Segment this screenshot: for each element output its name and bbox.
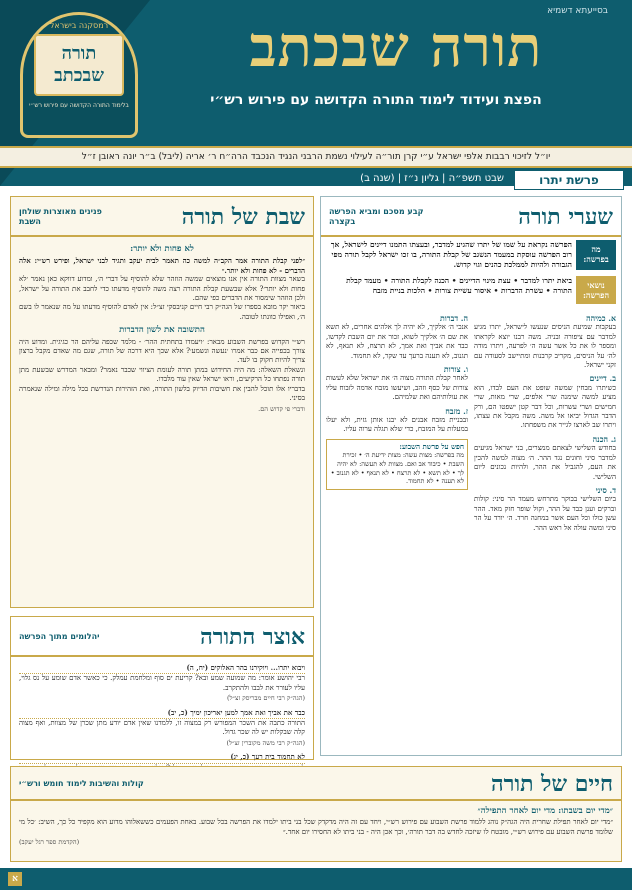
source-note: ודברי פי קדוש הם. [258, 404, 305, 413]
summary-title: ג. הכנה [592, 434, 616, 444]
intro-label: נושאי הפרשה: [576, 276, 616, 304]
section-header [11, 617, 313, 657]
summary-title: ז. מזבח [445, 406, 468, 416]
summary-text: אנכי ה׳ אלקיך, לא יהיה לך אלהים אחרים, לא תשא את שם ה׳ אלקיך לשוא, זכור את יום השבת לקדשו, כבד את אביך ואת אמך, לא תרצח, לא תנאף, לא תגנוב, לא תענה ברעך עד שקר, לא תחמוד. [326, 323, 468, 360]
summary-title: ה. דברות [439, 314, 468, 323]
source-note: (הגה״ק רבי חיים מבריסק זצ״ל) [226, 694, 305, 703]
source-note: (הגה״ק רבי משה מקוברין זצ״ל) [226, 738, 305, 747]
page-title: תורה שבכתב [249, 14, 543, 80]
section-tag: קבע מסכם ומביא הפרשה בקצרה [329, 206, 424, 226]
otzar-hatorah-section [10, 616, 314, 760]
sub-heading: לא פחות ולא יותר: [130, 244, 194, 254]
intro-text: ביאת יתרו למדבר • עצת מינוי הדיינים • הכנה לקבלת התורה • מעמד קבלת התורה • עשרת הדברות • איסור עשיית צורות • הלכות בניית מזבח [346, 276, 572, 295]
summary-text: כשיתרו מבחין שמשה שופט את העם לבדו, הוא מציע למשה שימנה שרי אלפים, שרי מאות, שרי חמישים ושרי עשרות, וכל דבר קטן ישפטו הם, ורק הדבר הגדול יביאו אל משה. משה מקבל את עצתו, ויתרו שב לארצו לגייר את משפחתו. [474, 383, 616, 430]
section-header [11, 197, 313, 237]
intro-row [321, 237, 621, 273]
paragraph: ״לפני קבלת התורה אמר הקב״ה למשה כה תאמר לבית יעקב ותגיד לבני ישראל, ופירש רש״י: אלה הדברים - לא פחות ולא יותר.״ [19, 256, 305, 275]
section-title: חיים של תורה [491, 770, 613, 797]
parsha-name: פרשת יתרו [514, 170, 624, 190]
intro-row [321, 273, 621, 307]
logo-line-1: תורה [61, 43, 97, 64]
logo-line-2: שבכתב [54, 65, 104, 86]
footer-bar [0, 868, 632, 890]
pretitle: בסייעתא דשמיא [547, 6, 608, 16]
paragraph: בדבריו אלו תוכל להבין את חשיבות הדיוק בלשון התורה, ואת הזהירות הנדרשת בכל מילה ומילה שנאמרה בסיני. [19, 384, 305, 403]
section-tag: פנינים מאוצרות שולחן השבת [19, 206, 102, 226]
logo-tagline: בלימוד התורה הקדושה עם פירוש רש״י [29, 102, 129, 109]
logo [20, 12, 138, 138]
intro-text: הפרשה נקראת על שמו של יתרו שהגיע למדבר, ובעצתו התמנו דיינים לישראל, אך רוב הפרשה עוסקת במעמד הנשגב של קבלת התורה, בו זכו ישראל לקבל תורה מפי הגבורה ולהיות לממלכת כהנים וגוי קדוש. [330, 240, 572, 269]
page-number: א [8, 872, 22, 886]
quote-heading: ״מדי יום בשבתו: מדי יום לאחר התפילה״ [477, 806, 613, 816]
intro-label: מה בפרשה: [576, 240, 616, 270]
dedication-bar: יו״ל לזיכוי רבבות אלפי ישראל ע״י קרן תור״ה לעילוי נשמת הרבני הנגיד הנכבד הרה״ח ר׳ אריה (ליבל) ב״ר יונה ראובן ז״ל [0, 146, 632, 168]
logo-arch-text: רמסקנה בישראל [49, 21, 109, 30]
paragraph: ״מדי יום לאחר תפילת שחרית היה הגה״ק נוהג ללמוד פרשת השבוע עם פירוש רש״י, ויחד עם זה היה מדקדק שכל בני ביתו ילמדו את הפרשה בכל שבוע. באחת הפעמים כששאלוהו מדוע הוא מקפיד כל כך, השיב: ׳כל מי שלומד פרשת השבוע עם פירוש רש״י, מובטח לו שיזכה לחדש בה דבר תורה׳, וכך אכן היה - בני ביתו לא החסירו יום אחד.״ [19, 818, 613, 836]
summary-title: ד. סיני [595, 485, 616, 495]
section-title: שערי תורה [518, 203, 613, 230]
summary-title: א. כמיהה [586, 314, 616, 323]
shaarei-torah-section [320, 196, 622, 756]
weekly-box-text: מה בפרשה: מצות עשה: מצות ידיעת ה׳ • זכירת השבת • כיבוד אב ואם. מצוות לא תעשה: לא יהיה לך • לא תשא • לא תרצח • לא תנאף • לא תגנוב • לא תענה • לא תחמוד. [330, 451, 464, 486]
weekly-box [326, 439, 468, 490]
paragraph: ונשאלת השאלה: מה היה החידוש במתן תורה לעומת הציווי שכבר נאמר? ומבאר המדרש שבשעת מתן תורה נפתחו כל הרקיעים, וראו ישראל שאין עוד מלבדו. [19, 365, 305, 384]
section-tag: קולות והשיבות לימוד חומש ורש״י [19, 778, 144, 788]
paragraph: ביאור יקר מובא בספרו של הגה״ק רבי חיים קניבסקי זצ״ל: אין לאדם להוסיף מדעתו על מה שנאמר לו בשם ה׳, ואפילו כוונתו לטובה. [19, 303, 305, 321]
section-header [11, 767, 621, 801]
summary-text: בעקבות שמיעת הניסים שנעשו לישראל, יתרו מגיע למדבר עם ציפורה ובניה. משה רבנו יוצא לקראתו ומספר לו את כל אשר עשה ה׳ לפרעה, ויתרו מודה לה׳ על הניסים, מקריב קרבנות ומתיישב לסעודה עם זקני ישראל. [474, 323, 616, 370]
section-body [11, 801, 621, 852]
summary-columns [321, 307, 621, 536]
summary-text: בחודש השלישי לצאתם ממצרים, בני ישראל מגיעים למדבר סיני וחונים נגד ההר. ה׳ מצוה למשה להכין את העם, להגביל את ההר, ולהיות נכונים ליום השלישי. [474, 444, 616, 481]
summary-title: ו. צורות [443, 365, 468, 375]
summary-column-left [326, 310, 468, 533]
commentary-text: רבי יהושע אומר: מה שמועה שמע ובא? קריעת ים סוף ומלחמת עמלק. כי כאשר אדם שומע על נס גלוי, עליו לעורר את לבבו ולהתקרב. [19, 674, 305, 692]
section-title: שבת של תורה [181, 203, 305, 230]
shabbat-shel-torah-section [10, 196, 314, 608]
chaim-shel-torah-section [10, 766, 622, 862]
section-tag: יהלומים מתוך הפרשה [19, 631, 100, 641]
summary-title: ב. דיינים [589, 374, 616, 384]
verse-quote: כבד את אביך ואת אמך למען יאריכון ימיך (כ, יב) [19, 708, 305, 719]
summary-text: ובבניית מזבח אבנים לא יבנו אותן גזית, ולא יעלו במעלות על המזבח, כדי שלא תגלה ערוה עליו. [326, 416, 468, 434]
subtitle: הפצת ועידוד לימוד התורה הקדושה עם פירוש רש״י [210, 92, 542, 108]
verse-quote: לא תחמוד בית רעך (כ, יג) [19, 752, 305, 763]
paragraph: בשאר מצוות התורה אין אנו מוצאים שמשה הוזהר שלא להוסיף על דברי ה׳, ומדוע דווקא כאן נאמר ׳לא פחות ולא יותר׳? אלא שבשעת קבלת התורה רצה משה להוסיף מדעתו כדי לחבב את התורה על ישראל, ולכן הוזהר שימסור את הדברים כפי שהם. [19, 275, 305, 303]
summary-column-right [474, 310, 616, 533]
verse-quote: ויבוא יתרו... ויוקירנו בהר האלוקים (יח, ה) [19, 663, 305, 674]
sub-heading: התשובה את לשון הדברות [119, 325, 205, 336]
issue-info: שבט תשפ״ה | גליון נ״ז | (שנה ב) [360, 173, 504, 184]
source-note: (הקדמת ספר רגל יעקב) [19, 838, 80, 847]
summary-text: ביום השלישי בבוקר מתרחש מעמד הר סיני: קולות וברקים וענן כבד על ההר, וקול שופר חזק מאד. ההר עשן כולו וכל העם אשר במחנה חרד. ה׳ יורד על הר סיני ומשה עולה אל ראש ההר. [474, 495, 616, 532]
section-title: אוצר התורה [200, 623, 305, 650]
summary-text: לאחר קבלת התורה מצוה ה׳ את ישראל שלא לעשות צורות של כסף וזהב, ושיעשו מזבח אדמה לזבוח עליו את עולותיהם ואת שלמיהם. [326, 374, 468, 402]
section-header [321, 197, 621, 237]
logo-book-icon [34, 34, 124, 96]
section-body [11, 237, 313, 418]
weekly-box-title: חפש על פרשת השבוע: [399, 441, 464, 451]
paragraph: רש״י הקדוש בפרשת השבוע מבאר: ׳ויעמדו בתחתית ההר׳ - מלמד שכפה עליהם הר כגיגית. ומדוע היה צורך בכפייה אם כבר אמרו ׳נעשה ונשמע׳? אלא שכך היא דרכה של תורה, שגם מה שאדם מקבל ברצון צריך להיות חקוק בו לעד. [19, 337, 305, 365]
commentary-text: התורה כתבה את השכר המפורש רק במצוה זו, ללמדנו שאין אדם יודע מתן שכרן של מצוות, ואף מצוה קלה שבקלות יש לה שכר גדול. [19, 719, 305, 737]
